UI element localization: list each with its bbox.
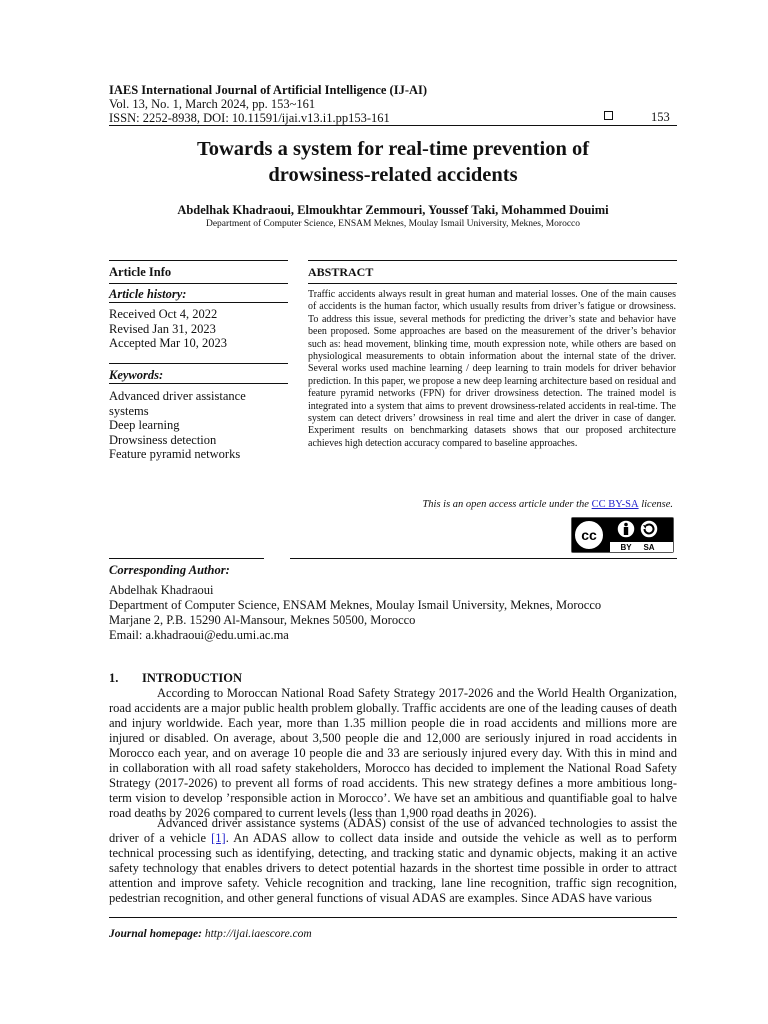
corresponding-author-label: Corresponding Author: xyxy=(109,563,230,577)
keyword-item: Feature pyramid networks xyxy=(109,447,241,462)
paragraph-text: Advanced driver assistance systems (ADAS) consist of the use of advanced technologies to assist the driver of a vehicle xyxy=(109,816,677,845)
revised-date: Revised Jan 31, 2023 xyxy=(109,321,216,336)
sa-text: SA xyxy=(643,543,655,552)
header-rule xyxy=(109,125,677,126)
journal-issn-doi: ISSN: 2252-8938, DOI: 10.11591/ijai.v13.i1.pp153-161 xyxy=(109,111,390,125)
author-address: Marjane 2, P.B. 15290 Al-Mansour, Meknes 50500, Morocco xyxy=(109,613,416,627)
author-dept: Department of Computer Science, ENSAM Meknes, Moulay Ismail University, Meknes, Morocco xyxy=(109,598,602,612)
journal-name: IAES International Journal of Artificial Intelligence (IJ-AI) xyxy=(109,83,428,97)
license-link[interactable]: CC BY-SA xyxy=(591,499,639,510)
history-rule xyxy=(109,302,288,303)
abstract-head-rule xyxy=(308,283,677,284)
article-history-label: Article history: xyxy=(109,287,187,301)
paragraph-text: According to Moroccan National Road Safety Strategy 2017-2026 and the World Health Organization, road accidents are a major public health problem globally. Traffic accidents are one of the leading causes of death and injury worldwide. Each year, more than 1.35 million people die in road accidents and millions more are injured or disabled. On average, about 3,500 people die and 12,000 are seriously injured in road accidents in Morocco each year, and on average 10 people die and 33 are seriously injured every day. With this in mind and in collaboration with all road safety stakeholders, Morocco has decided to implement the National Road Safety Strategy (2017-2026) to prevent all forms of road accidents. This new strategy defines a more ambitious long-term vision to develop ’responsible action in Morocco’. We have set an ambitious and quantifiable goal to halve road deaths by 2026 compared to current levels (less than 1,900 road deaths in 2026). xyxy=(109,686,677,820)
cc-by-sa-badge[interactable] xyxy=(571,517,674,553)
accepted-date: Accepted Mar 10, 2023 xyxy=(109,336,228,351)
article-info-top-rule xyxy=(109,260,288,261)
section-title: INTRODUCTION xyxy=(142,671,243,685)
title-line-1: Towards a system for real-time prevention of xyxy=(196,138,590,160)
paragraph-text: . An ADAS allow to collect data inside and outside the vehicle as well as to perform technical processing such as identifying, detecting, and tracking static and dynamic objects, making it an active safety technology that enables drivers to detect potential hazards in the shortest time possible in order to attract attention and improve safety. Vehicle recognition and tracking, lane line recognition, traffic sign recognition, pedestrian recognition, and other general functions of visual ADAS are examples. Since ADAS have various xyxy=(109,831,678,905)
affiliation: Department of Computer Science, ENSAM Meknes, Moulay Ismail University, Meknes, Morocco xyxy=(205,219,581,229)
corresponding-author xyxy=(109,583,601,643)
journal-homepage xyxy=(109,928,312,940)
article-history xyxy=(109,307,227,351)
article-info-head-rule xyxy=(109,283,288,284)
keyword-item: systems xyxy=(109,403,149,418)
article-info-heading: Article Info xyxy=(109,265,172,279)
keyword-item: Deep learning xyxy=(109,418,180,433)
intro-paragraph-1 xyxy=(109,686,677,821)
section-heading xyxy=(109,671,242,686)
header-square-icon xyxy=(604,111,613,120)
author-name: Abdelhak Khadraoui xyxy=(109,583,214,597)
keyword-item: Advanced driver assistance xyxy=(109,389,246,403)
keywords-top-rule xyxy=(109,363,288,364)
cc-text: cc xyxy=(581,527,597,543)
journal-volume: Vol. 13, No. 1, March 2024, pp. 153~161 xyxy=(109,97,316,111)
title-line-2: drowsiness-related accidents xyxy=(268,164,518,186)
section-number: 1. xyxy=(109,671,119,685)
abstract-top-rule xyxy=(308,260,677,261)
by-text: BY xyxy=(620,543,632,552)
homepage-label: Journal homepage: xyxy=(109,928,202,940)
abstract-bottom-rule xyxy=(290,558,677,559)
abstract-heading: ABSTRACT xyxy=(308,265,374,279)
keyword-list xyxy=(109,389,246,462)
footer-rule xyxy=(109,917,677,918)
citation-link[interactable]: [1] xyxy=(211,831,226,845)
open-access-prefix: This is an open access article under the xyxy=(422,499,589,510)
author-email: Email: a.khadraoui@edu.umi.ac.ma xyxy=(109,628,289,642)
open-access-note xyxy=(308,499,673,510)
page-number: 153 xyxy=(651,110,670,124)
article-info-bottom-rule xyxy=(109,558,264,559)
received-date: Received Oct 4, 2022 xyxy=(109,307,218,321)
intro-paragraph-2 xyxy=(109,816,677,906)
cc-license-icon xyxy=(572,518,673,552)
keyword-item: Drowsiness detection xyxy=(109,432,217,447)
keywords-rule xyxy=(109,383,288,384)
paper-title xyxy=(109,136,677,188)
author-list: Abdelhak Khadraoui, Elmoukhtar Zemmouri, Youssef Taki, Mohammed Douimi xyxy=(177,203,609,217)
homepage-url[interactable]: http://ijai.iaescore.com xyxy=(204,928,312,940)
open-access-suffix: license. xyxy=(641,499,673,510)
abstract-text: Traffic accidents always result in great human and material losses. One of the main causes of accidents is the human factor, which usually results from driver’s fatigue or drowsiness. To address this issue, several methods for predicting the driver’s state and behavior have been proposed. Some approaches are based on the measurement of the driver’s behavior such as: head movement, blinking time, mouth expression note, while others are based on physiological measurements to obtain information about the internal state of the driver. Several works used machine learning / deep learning to train models for driver behavior prediction. In this paper, we propose a new deep learning architecture based on residual and feature pyramid networks (FPN) for driver drowsiness detection. The trained model is integrated into a system that aims to prevent drowsiness-related accidents in real-time. The system can detect drivers’ drowsiness in real time and alert the driver in case of danger. Experiment results on benchmarking datasets shows that our proposed architecture achieves high detection accuracy compared to baseline approaches. xyxy=(308,289,676,449)
keywords-label: Keywords: xyxy=(109,368,164,382)
